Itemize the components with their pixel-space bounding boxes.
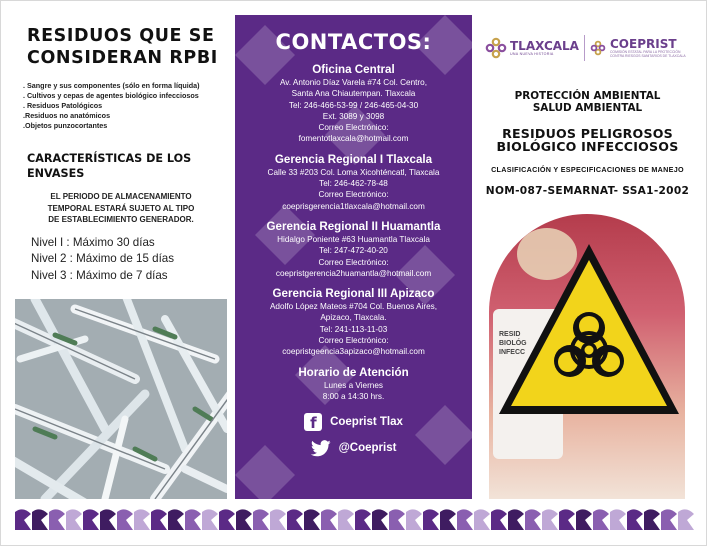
- facebook-icon: [304, 413, 322, 431]
- office-heading: Gerencia Regional III Apizaco: [272, 287, 435, 301]
- brochure-title-line2: BIOLÓGICO INFECCIOSOS: [496, 138, 679, 154]
- office-heading: Gerencia Regional I Tlaxcala: [274, 152, 433, 166]
- storage-period-note: [15, 191, 227, 226]
- decorative-band: [15, 508, 694, 530]
- twitter-link[interactable]: [235, 438, 472, 458]
- list-item: .Residuos no anatómicos: [23, 111, 111, 120]
- bag-text-3: INFECC: [499, 349, 526, 356]
- office-central: [235, 63, 472, 145]
- gerencia-tlaxcala: [235, 153, 472, 212]
- hours-line: Lunes a Viernes: [323, 380, 384, 390]
- office-line: Calle 33 #203 Col. Loma Xicohténcatl, Tlaxcala: [267, 167, 440, 177]
- coeprist-tagline-2: CONTRA RIESGOS SANITARIOS DE TLAXCALA: [609, 54, 686, 58]
- norm-reference: NOM-087-SEMARNAT- SSA1-2002: [485, 185, 690, 198]
- office-heading: Gerencia Regional II Huamantla: [266, 219, 441, 233]
- office-line: Correo Electrónico:: [318, 190, 389, 200]
- tlaxcala-name: TLAXCALA: [510, 39, 579, 53]
- syringes-photo: [15, 299, 227, 499]
- list-item: . Sangre y sus componentes (sólo en forma líquida): [23, 81, 200, 90]
- gerencia-huamantla: [235, 220, 472, 279]
- storage-period-line3: DE ESTABLECIMIENTO GENERADOR.: [48, 215, 194, 224]
- logos-row: [485, 15, 694, 81]
- biohazard-illustration: [489, 214, 685, 499]
- rpbi-title: [27, 25, 227, 69]
- bag-text-2: BIOLÓG: [499, 340, 527, 347]
- pa-line2: SALUD AMBIENTAL: [532, 101, 643, 114]
- containers-heading-line1: CARACTERÍSTICAS DE LOS: [27, 152, 192, 165]
- list-item: . Residuos Patológicos: [23, 101, 103, 110]
- tlaxcala-tagline: UNA NUEVA HISTORIA: [510, 52, 554, 56]
- syringes-illustration: [15, 299, 227, 499]
- office-line: Tel: 241-113-11-03: [319, 324, 388, 334]
- tlaxcala-emblem-icon: [485, 37, 507, 59]
- office-line: Tel: 246-462-78-48: [319, 179, 388, 189]
- office-line: Ext. 3089 y 3098: [322, 111, 385, 121]
- office-line: Correo Electrónico:: [318, 336, 389, 346]
- coeprist-emblem-icon: [590, 40, 606, 56]
- social-links: [235, 412, 472, 458]
- brochure-title-line1: RESIDUOS PELIGROSOS: [502, 126, 673, 141]
- storage-levels: [31, 235, 227, 285]
- pa-line1: PROTECCIÓN AMBIENTAL: [514, 90, 661, 102]
- tlaxcala-logo: [485, 37, 579, 59]
- logo-divider: [584, 35, 585, 61]
- coeprist-tagline-1: COMISIÓN ESTATAL PARA LA PROTECCIÓN: [609, 49, 681, 54]
- biohazard-photo: [489, 214, 685, 499]
- gerencia-apizaco: [235, 287, 472, 357]
- rpbi-list: [23, 81, 227, 131]
- office-email[interactable]: coepristgeencia3apizaco@hotmail.com: [282, 347, 425, 357]
- band-pattern: [15, 508, 694, 530]
- bag-text-1: RESID: [499, 331, 521, 338]
- level-item: Nivel 3 : Máximo de 7 días: [31, 268, 168, 282]
- rpbi-panel: [15, 15, 227, 300]
- twitter-icon: [311, 440, 331, 457]
- contacts-title: CONTACTOS:: [275, 30, 432, 54]
- rpbi-title-line1: RESIDUOS QUE SE: [27, 26, 215, 46]
- office-line: Adolfo López Mateos #704 Col. Buenos Aires,: [269, 302, 438, 312]
- classification-subtitle: CLASIFICACIÓN Y ESPECIFICACIONES DE MANEJO: [491, 165, 684, 175]
- office-line: Correo Electrónico:: [318, 123, 389, 133]
- storage-period-line2: TEMPORAL ESTARÁ SUJETO AL TIPO: [47, 203, 195, 213]
- twitter-handle: @Coeprist: [338, 442, 397, 455]
- office-hours: [235, 366, 472, 403]
- office-line: Apizaco, Tlaxcala.: [320, 313, 387, 323]
- containers-heading: [27, 151, 227, 181]
- rpbi-title-line2: CONSIDERAN RPBI: [27, 48, 218, 68]
- environmental-protection-heading: [481, 91, 694, 114]
- hours-line: 8:00 a 14:30 hrs.: [322, 391, 385, 401]
- level-item: Nivel 2 : Máximo de 15 días: [31, 252, 175, 265]
- level-item: Nivel I : Máximo 30 días: [31, 235, 155, 249]
- office-line: Santa Ana Chiautempan. Tlaxcala: [291, 89, 416, 99]
- containers-heading-line2: ENVASES: [27, 167, 85, 180]
- hours-heading: Horario de Atención: [298, 365, 409, 379]
- facebook-handle: Coeprist Tlax: [330, 416, 403, 429]
- list-item: . Cultivos y cepas de agentes biológico infecciosos: [23, 91, 199, 100]
- office-line: Tel: 247-472-40-20: [319, 246, 388, 256]
- office-heading: Oficina Central: [312, 63, 395, 76]
- office-email[interactable]: coepristgerencia2huamantla@hotmail.com: [275, 268, 432, 278]
- facebook-link[interactable]: [235, 412, 472, 432]
- storage-period-line1: EL PERIODO DE ALMACENAMIENTO: [50, 192, 192, 201]
- coeprist-name: COEPRIST: [609, 36, 677, 51]
- office-email[interactable]: coeprisgerencia1tlaxcala@hotmail.com: [282, 201, 425, 211]
- contacts-panel: [235, 15, 472, 499]
- brochure-title: [481, 128, 694, 153]
- office-line: Correo Electrónico:: [318, 257, 389, 267]
- list-item: .Objetos punzocortantes: [23, 121, 108, 130]
- office-line: Tel: 246-466-53-99 / 246-465-04-30: [288, 100, 419, 110]
- office-line: Hidalgo Poniente #63 Huamantla Tlaxcala: [277, 234, 430, 244]
- office-email[interactable]: fomentotlaxcala@hotmail.com: [298, 134, 409, 144]
- office-line: Av. Antonio Díaz Varela #74 Col. Centro,: [279, 78, 427, 87]
- cover-panel: [481, 15, 694, 499]
- coeprist-logo: [590, 38, 686, 58]
